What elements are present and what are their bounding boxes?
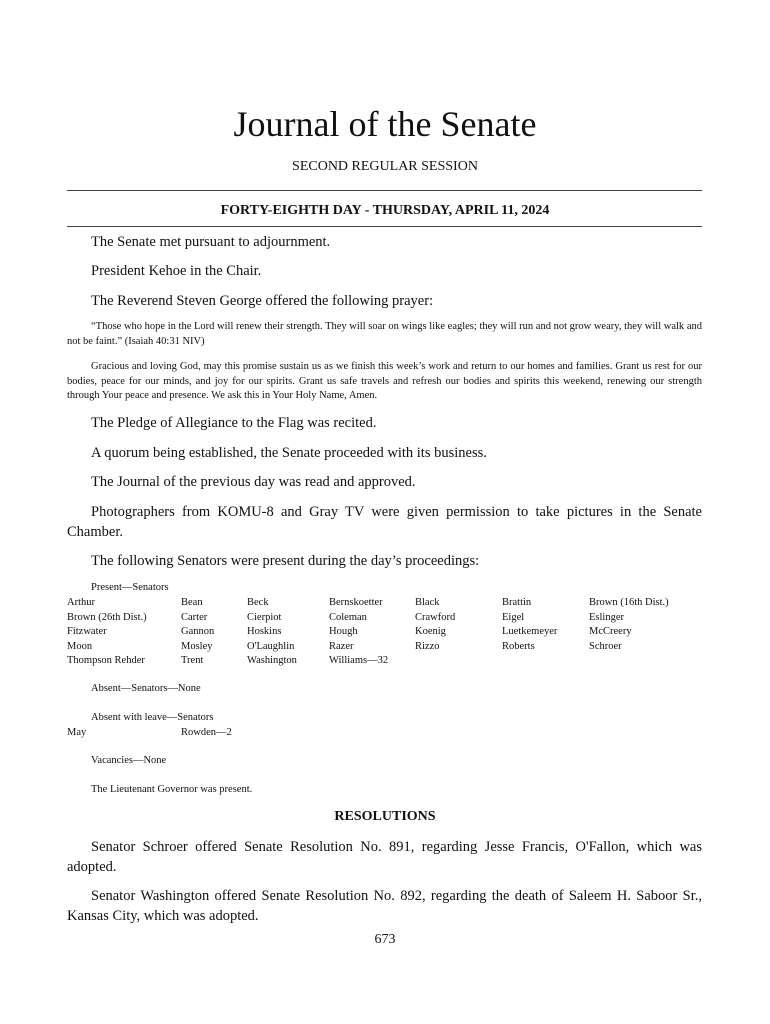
paragraph-journal-approved: The Journal of the previous day was read and approved. — [91, 474, 416, 490]
senator-name: Carter — [181, 611, 208, 623]
paragraph-pledge: The Pledge of Allegiance to the Flag was recited. — [91, 415, 377, 431]
paragraph-chair: President Kehoe in the Chair. — [91, 263, 262, 279]
senator-name: Schroer — [589, 640, 622, 652]
roster-column-1 — [67, 596, 147, 669]
absent-senator-name: May — [67, 727, 87, 738]
senator-name: Bernskoetter — [329, 597, 383, 608]
senator-name: Koenig — [415, 626, 446, 637]
senator-name: Fitzwater — [67, 626, 107, 637]
prayer-text: Gracious and loving God, may this promise sustain us as we finish this week’s work and return to our homes and families. Grant us rest for our bodies, peace for our minds, and joy for our spirits. Grant us safe travels and refresh our bodies and spirits this weekend, renewing our strength through Your peace and presence. We ask this in Your Holy Name, Amen. — [67, 361, 702, 401]
senator-name: Beck — [247, 597, 269, 608]
resolutions-heading: RESOLUTIONS — [334, 809, 436, 824]
senator-name: Hough — [329, 626, 358, 637]
lieutenant-governor-line: The Lieutenant Governor was present. — [91, 784, 253, 795]
senator-name: McCreery — [589, 626, 632, 637]
resolution-891: Senator Schroer offered Senate Resolution No. 891, regarding Jesse Francis, O'Fallon, which was adopted. — [67, 839, 702, 875]
day-heading: FORTY-EIGHTH DAY - THURSDAY, APRIL 11, 2024 — [220, 203, 550, 218]
senator-name: Brattin — [502, 597, 532, 608]
absent-with-leave-label: Absent with leave—Senators — [91, 712, 214, 723]
present-roster — [0, 596, 770, 676]
vacancies-line: Vacancies—None — [91, 755, 167, 766]
present-label: Present—Senators — [91, 582, 169, 593]
roster-column-2 — [181, 596, 214, 669]
roster-column-6 — [502, 596, 557, 654]
paragraph-prayer-intro: The Reverend Steven George offered the following prayer: — [91, 293, 434, 309]
resolution-892: Senator Washington offered Senate Resolution No. 892, regarding the death of Saleem H. Saboor Sr., Kansas City, which was adopted. — [67, 888, 702, 924]
senator-name: Razer — [329, 640, 354, 652]
senator-name: Eigel — [502, 611, 525, 623]
senator-name: Roberts — [502, 640, 535, 652]
senator-name: Thompson Rehder — [67, 655, 145, 666]
senator-name: Arthur — [67, 597, 95, 608]
page-number: 673 — [374, 932, 396, 947]
senator-name: Coleman — [329, 611, 367, 623]
senator-name: Crawford — [415, 611, 456, 623]
roster-column-7 — [589, 596, 669, 654]
senator-name: Hoskins — [247, 626, 282, 637]
senator-name: Bean — [181, 597, 203, 608]
journal-title: Journal of the Senate — [233, 104, 537, 144]
senator-name: Washington — [247, 655, 297, 666]
roster-column-3 — [247, 596, 297, 669]
senator-name: Rizzo — [415, 640, 440, 652]
paragraph-photographers: Photographers from KOMU-8 and Gray TV were given permission to take pictures in the Senate Chamber. — [67, 504, 702, 540]
session-subtitle: SECOND REGULAR SESSION — [292, 159, 478, 174]
roster-column-4 — [329, 596, 388, 669]
absent-senator-name: Rowden—2 — [181, 727, 232, 738]
paragraph-senators-present: The following Senators were present during the day’s proceedings: — [91, 553, 480, 569]
senator-name: O'Laughlin — [247, 640, 295, 652]
top-rule — [67, 190, 702, 191]
paragraph-adjournment: The Senate met pursuant to adjournment. — [91, 234, 331, 250]
senator-name: Trent — [181, 655, 204, 666]
senator-name: Brown (16th Dist.) — [589, 597, 669, 608]
scripture-quote: “Those who hope in the Lord will renew their strength. They will soar on wings like eagles; they will run and not grow weary, they will walk and not be faint.” (Isaiah 40:31 NIV) — [67, 321, 702, 347]
senator-name: Williams—32 — [329, 655, 389, 666]
senator-name: Moon — [67, 640, 93, 652]
paragraph-quorum: A quorum being established, the Senate proceeded with its business. — [91, 445, 487, 461]
roster-column-5 — [415, 596, 455, 654]
senator-name: Cierpiot — [247, 611, 282, 623]
day-rule — [67, 226, 702, 227]
senator-name: Luetkemeyer — [502, 626, 558, 637]
senator-name: Mosley — [181, 640, 213, 652]
absent-line: Absent—Senators—None — [91, 683, 201, 694]
senator-name: Gannon — [181, 626, 215, 637]
senator-name: Brown (26th Dist.) — [67, 611, 147, 623]
senator-name: Eslinger — [589, 611, 624, 623]
senator-name: Black — [415, 597, 440, 608]
